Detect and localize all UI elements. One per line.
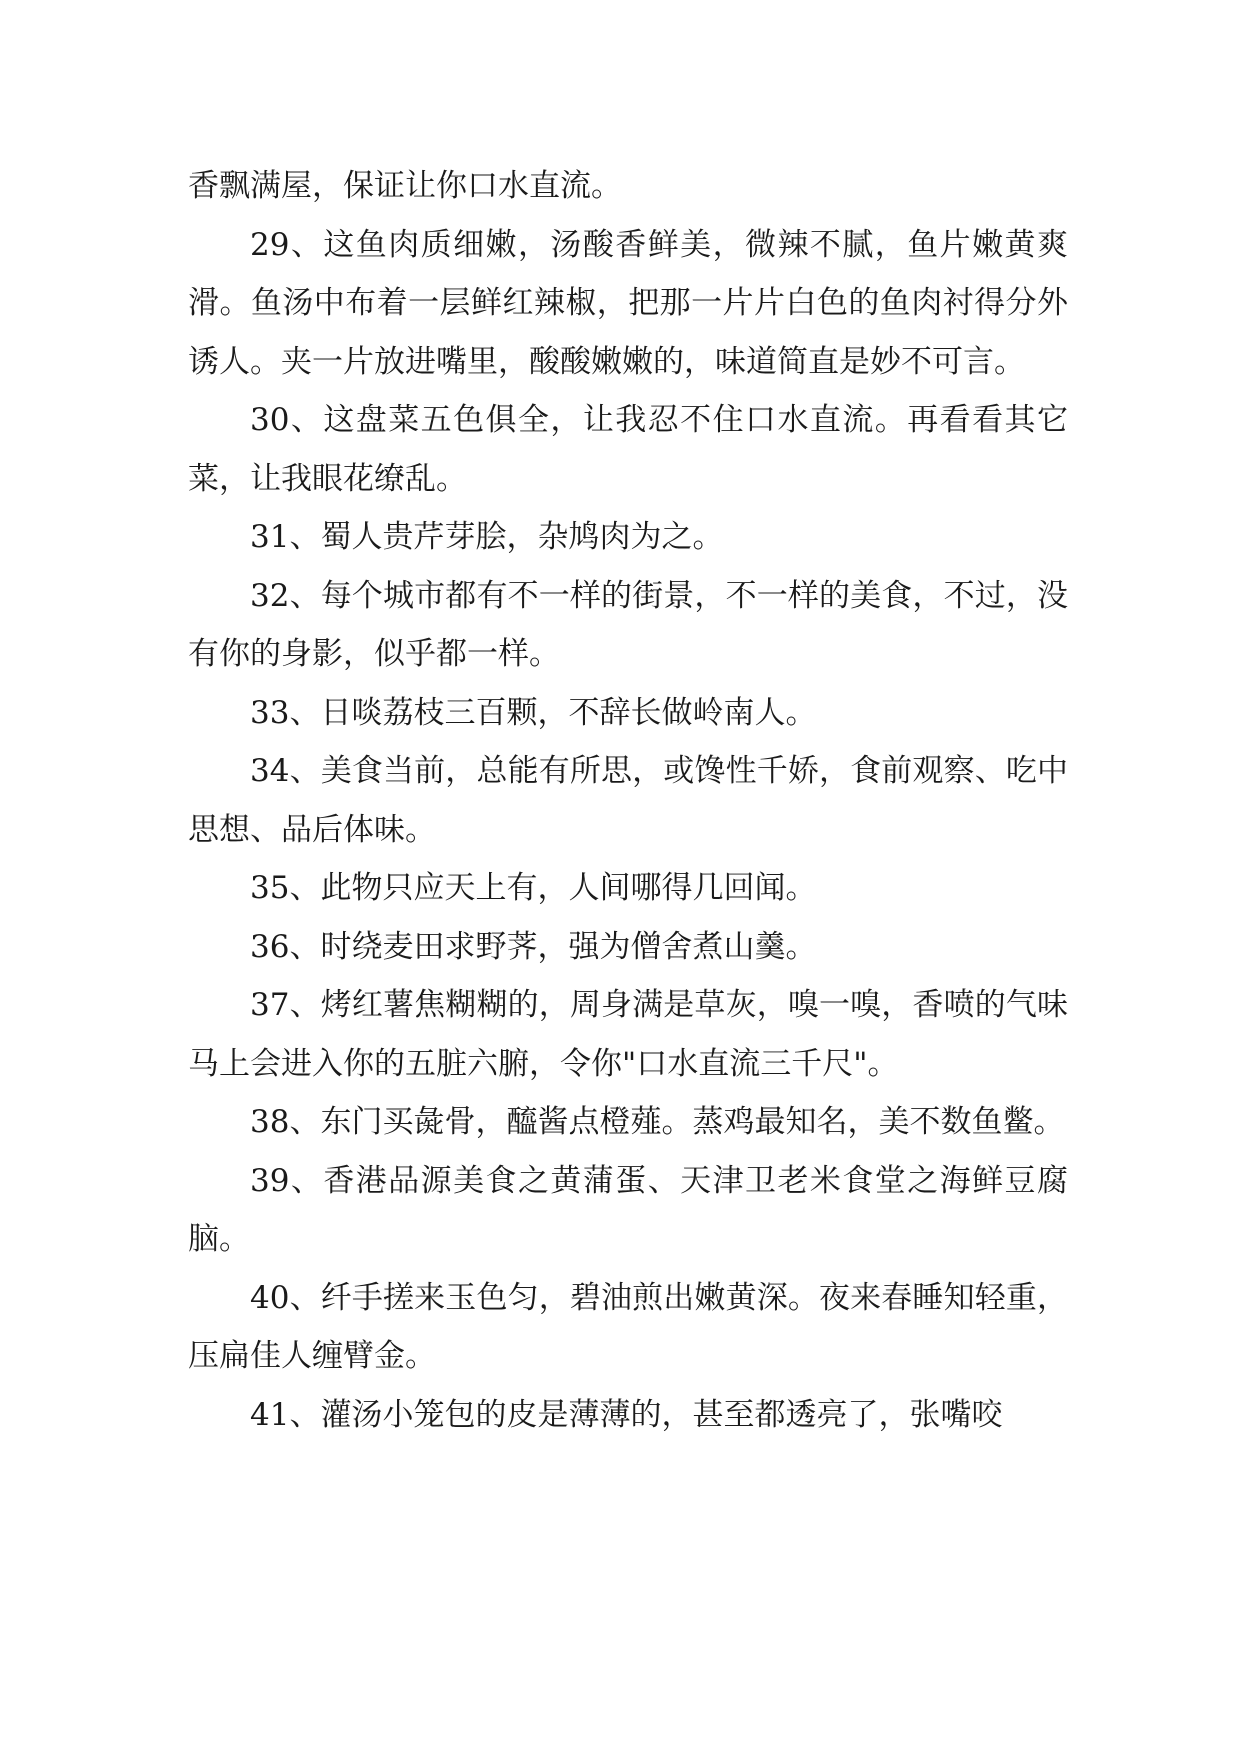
paragraph-item-34: 34、美食当前，总能有所思，或馋性千娇，食前观察、吃中思想、品后体味。	[188, 753, 1068, 848]
paragraph-item-31: 31、蜀人贵芹芽脍，杂鸠肉为之。	[250, 519, 724, 555]
paragraph-item-33: 33、日啖荔枝三百颗，不辞长做岭南人。	[250, 694, 817, 731]
paragraph-item-32: 32、每个城市都有不一样的街景，不一样的美食，不过，没有你的身影，似乎都一样。	[188, 577, 1068, 672]
paragraph-item-36: 36、时绕麦田求野荠，强为僧舍煮山羹。	[250, 928, 817, 965]
paragraph-item-38: 38、东门买彘骨，醯酱点橙薤。蒸鸡最知名，美不数鱼鳖。	[250, 1104, 1065, 1140]
paragraph-continuation: 香飘满屋，保证让你口水直流。	[188, 168, 622, 204]
paragraph-item-41: 41、灌汤小笼包的皮是薄薄的，甚至都透亮了，张嘴咬	[250, 1396, 1003, 1433]
paragraph-item-35: 35、此物只应天上有，人间哪得几回闻。	[250, 870, 817, 906]
paragraph-item-30: 30、这盘菜五色俱全，让我忍不住口水直流。再看看其它菜，让我眼花缭乱。	[188, 402, 1068, 497]
paragraph-item-39: 39、香港品源美食之黄蒲蛋、天津卫老米食堂之海鲜豆腐脑。	[188, 1162, 1068, 1257]
paragraph-item-29: 29、这鱼肉质细嫩，汤酸香鲜美，微辣不腻，鱼片嫩黄爽滑。鱼汤中布着一层鲜红辣椒，把那一片片白色的鱼肉衬得分外诱人。夹一片放进嘴里，酸酸嫩嫩的，味道简直是妙不可言。	[188, 226, 1068, 380]
document-body	[188, 157, 1068, 1444]
paragraph-item-37: 37、烤红薯焦糊糊的，周身满是草灰，嗅一嗅，香喷的气味马上会进入你的五脏六腑，令你"口水直流三千尺"。	[188, 987, 1068, 1082]
paragraph-item-40: 40、纤手搓来玉色匀，碧油煎出嫩黄深。夜来春睡知轻重，压扁佳人缠臂金。	[188, 1279, 1068, 1374]
